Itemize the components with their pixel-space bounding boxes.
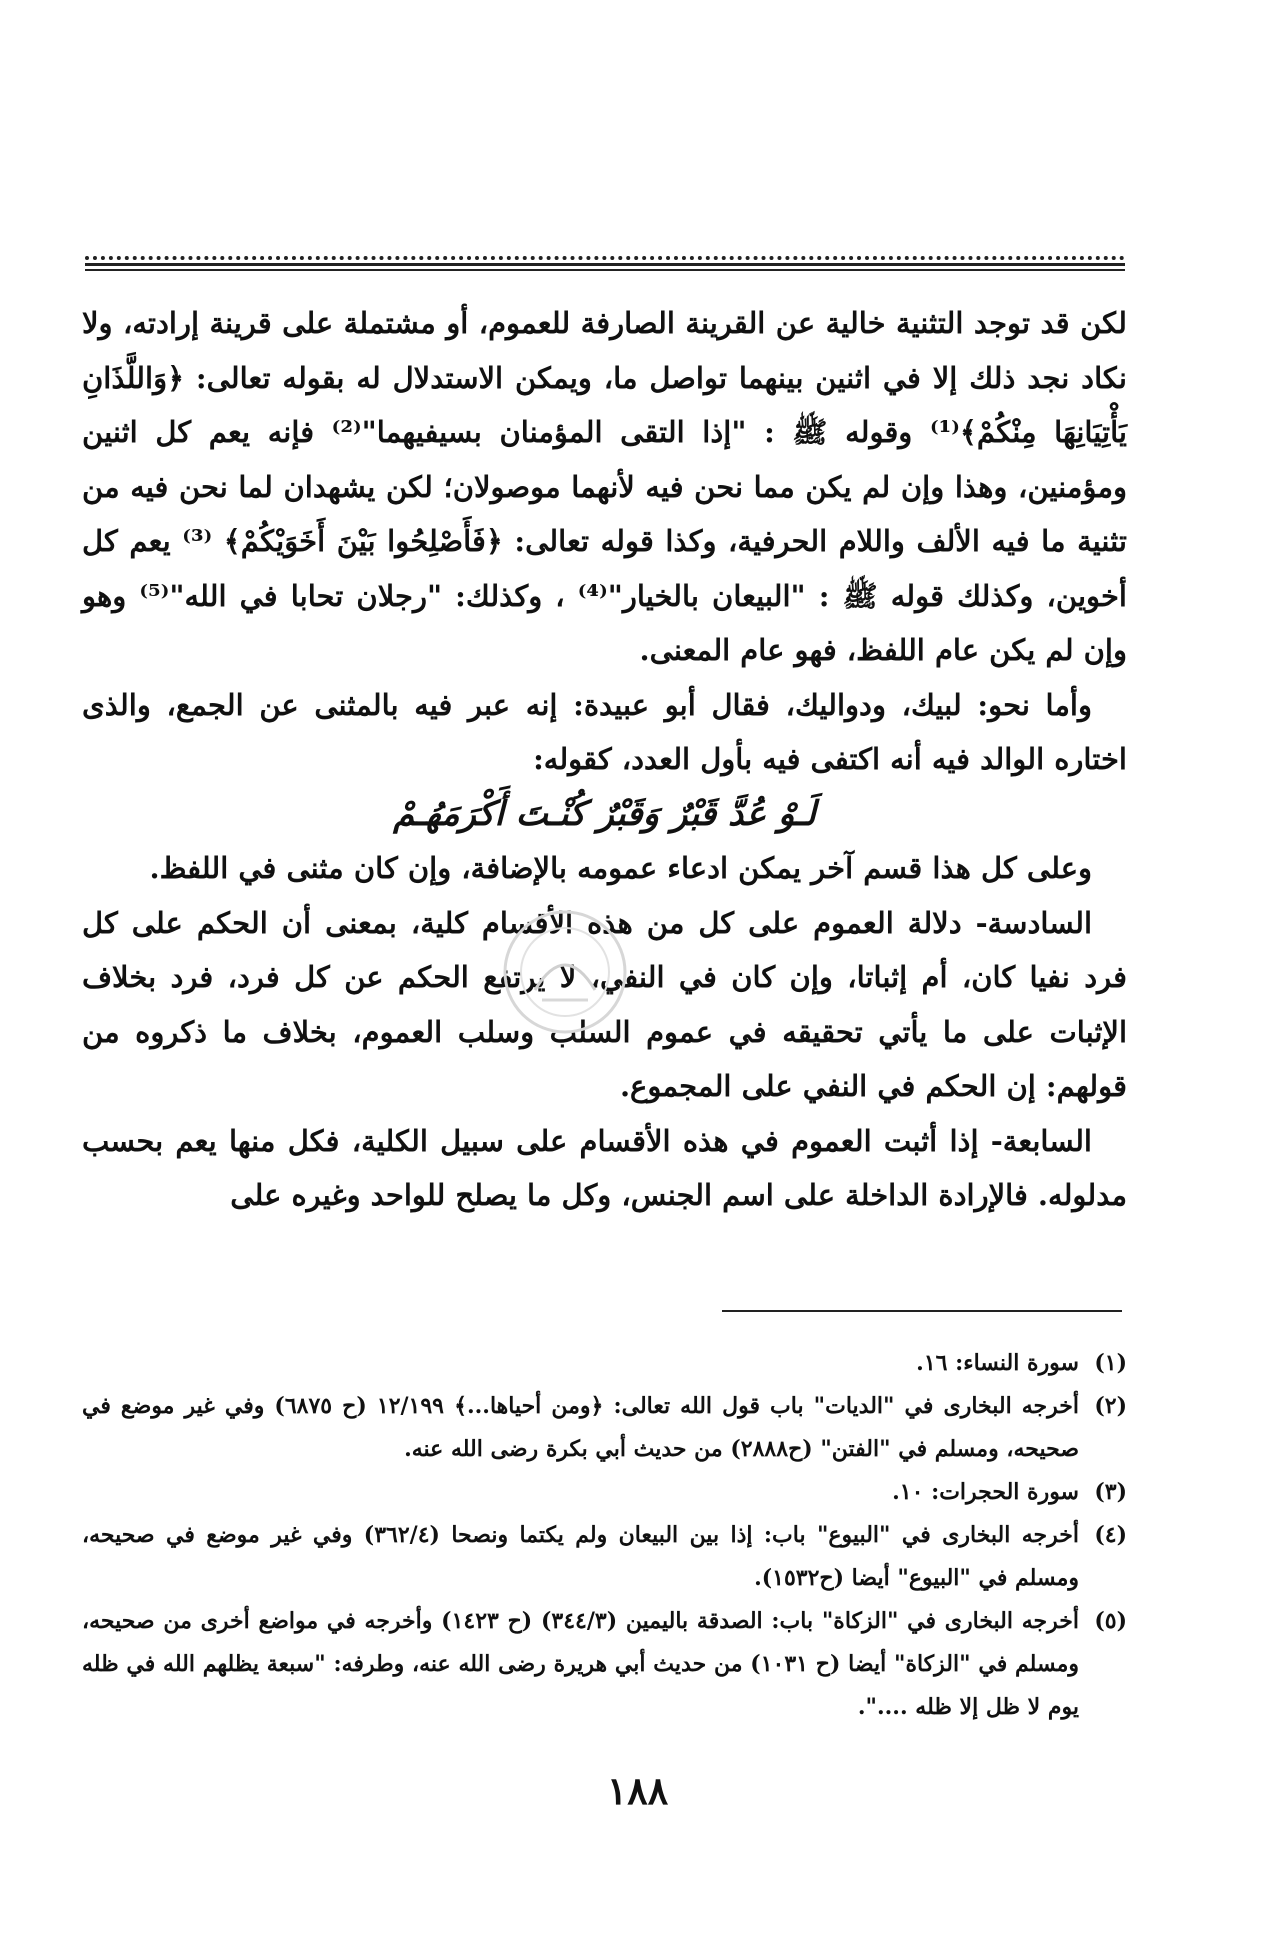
paragraph-1: لكن قد توجد التثنية خالية عن القرينة الصارفة للعموم، أو مشتملة على قرينة إرادته، ولا نكاد نجد ذلك إلا في اثنين بينهما تواصل ما، ويمكن الاستدلال له بقوله تعالى: ﴿وَاللَّذَانِ يَأْتِيَانِهَا مِنْكُمْ﴾⁽¹⁾ وقوله ﷺ : "إذا التقى المؤمنان بسيفيهما"⁽²⁾ فإنه يعم كل اثنين ومؤمنين، وهذا وإن لم يكن مما نحن فيه لأنهما موصولان؛ لكن يشهدان لما نحن فيه من تثنية ما فيه الألف واللام الحرفية، وكذا قوله تعالى: ﴿فَأَصْلِحُوا بَيْنَ أَخَوَيْكُمْ﴾ ⁽³⁾ يعم كل أخوين، وكذلك قوله ﷺ : "البيعان بالخيار"⁽⁴⁾ ، وكذلك: "رجلان تحابا في الله"⁽⁵⁾ وهو وإن لم يكن عام اللفظ، فهو عام المعنى. [82,306,1127,667]
page-number: ١٨٨ [606,1768,669,1813]
dotted-rule [85,256,1125,260]
footnote-item [82,1471,1127,1514]
footnote-separator [722,1310,1122,1312]
footnote-item [82,1514,1127,1600]
footnote-text: سورة الحجرات: ١٠. [892,1479,1079,1505]
footnote-item [82,1342,1127,1385]
footnote-text: سورة النساء: ١٦. [916,1350,1079,1376]
footnote-number: (٤) [1094,1522,1127,1548]
paragraph-5: السابعة- إذا أثبت العموم في هذه الأقسام على سبيل الكلية، فكل منها يعم بحسب مدلوله. فالإرادة الداخلة على اسم الجنس، وكل ما يصلح للواحد وغيره على [82,1123,1127,1212]
library-seal-watermark [480,900,650,1050]
footnote-text: أخرجه البخارى في "البيوع" باب: إذا بين البيعان ولم يكتما ونصحا (٣٦٢/٤) وفي غير موضع في صحيحه، ومسلم في "البيوع" أيضا (ح١٥٣٢). [82,1522,1079,1591]
footnote-number: (٢) [1094,1393,1127,1419]
poetry-verse: لَـوْ عُدَّ قَبْرٌ وَقَبْرٌ كُنْـتَ أَكْرَمَهُـمْ [393,793,816,834]
footnotes [82,1342,1127,1729]
header-rule [85,256,1125,270]
footnote-item [82,1600,1127,1729]
double-rule [85,263,1125,271]
main-text [82,296,1127,1223]
paragraph-2: وأما نحو: لبيك، ودواليك، فقال أبو عبيدة: إنه عبر فيه بالمثنى عن الجمع، والذى اختاره الوالد فيه أنه اكتفى فيه بأول العدد، كقوله: [82,687,1127,776]
footnote-text: أخرجه البخارى في "الزكاة" باب: الصدقة باليمين (٣٤٤/٣) (ح ١٤٢٣) وأخرجه في مواضع أخرى من صحيحه، ومسلم في "الزكاة" أيضا (ح ١٠٣١) من حديث أبي هريرة رضى الله عنه، وطرفه: "سبعة يظلهم الله في ظله يوم لا ظل إلا ظله ....". [82,1608,1079,1720]
footnote-number: (٣) [1094,1479,1127,1505]
footnote-number: (٥) [1094,1608,1127,1634]
footnote-number: (١) [1094,1350,1127,1376]
paragraph-3: وعلى كل هذا قسم آخر يمكن ادعاء عمومه بالإضافة، وإن كان مثنى في اللفظ. [149,851,1092,885]
footnote-item [82,1385,1127,1471]
paragraph-4: السادسة- دلالة العموم على كل من هذه الأقسام كلية، بمعنى أن الحكم على كل فرد نفيا كان، أم إثباتا، وإن كان في النفي، لا يرتفع الحكم عن كل فرد، فرد بخلاف الإثبات على ما يأتي تحقيقه في عموم السلب وسلب العموم، بخلاف ما ذكروه من قولهم: إن الحكم في النفي على المجموع. [82,905,1127,1103]
footnote-text: أخرجه البخارى في "الديات" باب قول الله تعالى: ﴿ومن أحياها...﴾ ١٢/١٩٩ (ح ٦٨٧٥) وفي غير موضع في صحيحه، ومسلم في "الفتن" (ح٢٨٨٨) من حديث أبي بكرة رضى الله عنه. [82,1393,1079,1462]
